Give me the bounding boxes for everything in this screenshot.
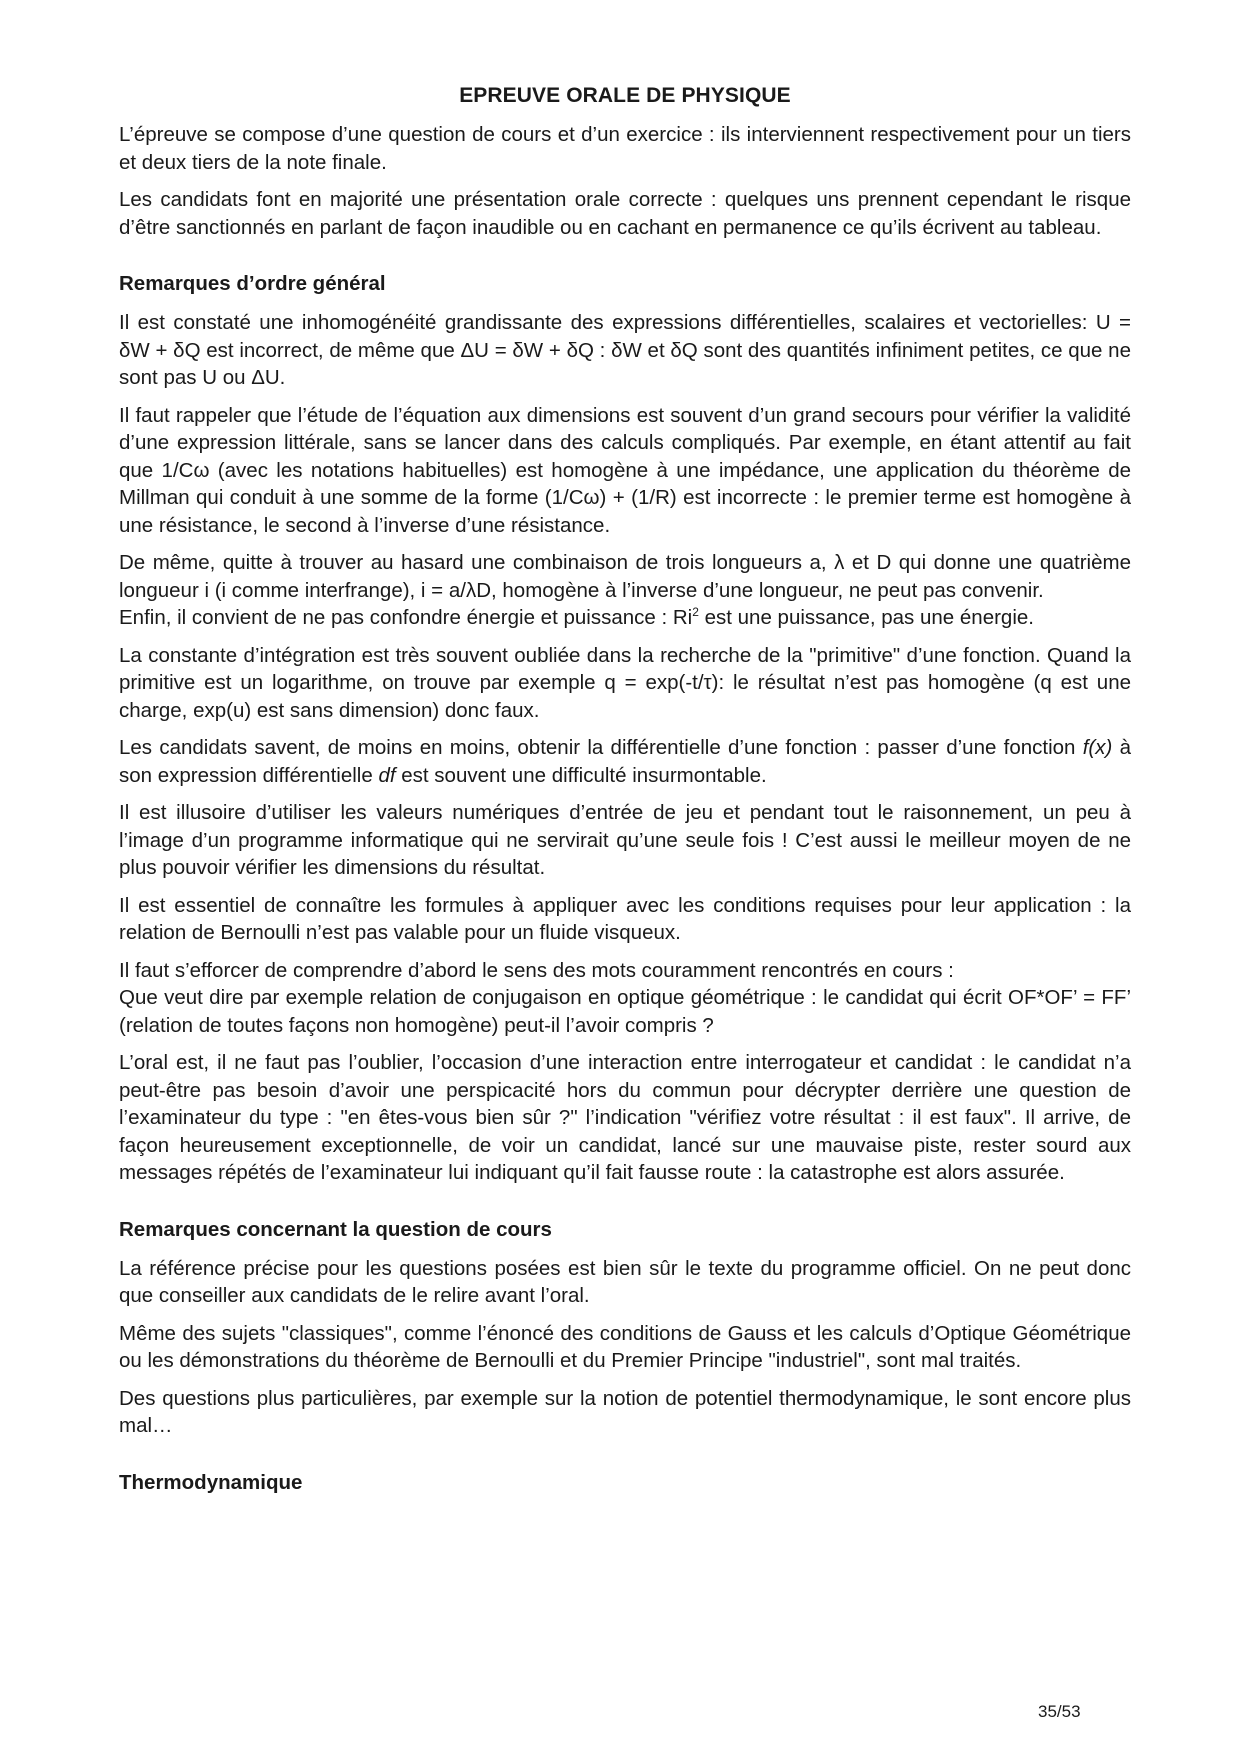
document-page — [119, 84, 1131, 1508]
general-paragraph-2: Il faut rappeler que l’étude de l’équation aux dimensions est souvent d’un grand secours pour vérifier la validité d’une expression littérale, sans se lancer dans des calculs compliqués. Par exemple, en étant attentif au fait que 1/Cω (avec les notations habituelles) est homogène à une impédance, une application du théorème de Millman qui conduit à une somme de la forme (1/Cω) + (1/R) est incorrecte : le premier terme est homogène à une résistance, le second à l’inverse d’une résistance. — [119, 403, 1131, 537]
general-paragraph-8: Il est essentiel de connaître les formules à appliquer avec les conditions requises pour leur application : la relation de Bernoulli n’est pas valable pour un fluide visqueux. — [119, 893, 1131, 944]
page-number: 35/53 — [1038, 1702, 1081, 1721]
document-title: EPREUVE ORALE DE PHYSIQUE — [459, 84, 791, 107]
intro-paragraph-1: L’épreuve se compose d’une question de cours et d’un exercice : ils interviennent respectivement pour un tiers et deux tiers de la note finale. — [119, 123, 1131, 174]
general-paragraph-11: L’oral est, il ne faut pas l’oublier, l’occasion d’une interaction entre interrogateur et candidat : le candidat n’a peut-être pas besoin d’avoir une perspicacité hors du commun pour décrypter derrière une question de l’examinateur du type : "en êtes-vous bien sûr ?" l’indication "vérifiez votre résultat : il est faux". Il arrive, de façon heureusement exceptionnelle, de voir un candidat, lancé sur une mauvaise piste, rester sourd aux messages répétés de l’examinateur lui indiquant qu’il fait fausse route : la catastrophe est alors assurée. — [119, 1051, 1131, 1184]
cours-paragraph-1: La référence précise pour les questions posées est bien sûr le texte du programme officiel. On ne peut donc que conseiller aux candidats de le relire avant l’oral. — [119, 1256, 1131, 1307]
general-paragraph-6 — [119, 734, 1131, 789]
section-heading-cours: Remarques concernant la question de cours — [119, 1217, 552, 1241]
p4-text-b: est une puissance, pas une énergie. — [698, 606, 1034, 629]
p6-text-c: est souvent une difficulté insurmontable. — [395, 763, 767, 787]
general-paragraph-10: Que veut dire par exemple relation de conjugaison en optique géométrique : le candidat qui écrit OF*OF’ = FF’ (relation de toutes façons non homogène) peut-il l’avoir compris ? — [119, 986, 1131, 1037]
p6-df: df — [378, 763, 396, 787]
section-heading-general: Remarques d’ordre général — [119, 272, 386, 295]
p6-text-a: Les candidats savent, de moins en moins, obtenir la différentielle d’une fonction : passer d’une fonction — [119, 736, 1083, 759]
cours-paragraph-3: Des questions plus particulières, par exemple sur la notion de potentiel thermodynamique, le sont encore plus mal… — [119, 1386, 1131, 1437]
general-paragraph-1: Il est constaté une inhomogénéité grandissante des expressions différentielles, scalaires et vectorielles: U = δW + δQ est incorrect, de même que ΔU = δW + δQ : δW et δQ sont des quantités infiniment petites, ce que ne sont pas U ou ΔU. — [119, 311, 1131, 389]
general-paragraph-4 — [119, 604, 1131, 632]
general-paragraph-7: Il est illusoire d’utiliser les valeurs numériques d’entrée de jeu et pendant tout le raisonnement, un peu à l’image d’un programme informatique qui ne servirait qu’une seule fois ! C’est aussi le meilleur moyen de ne plus pouvoir vérifier les dimensions du résultat. — [119, 801, 1131, 879]
p4-text-a: Enfin, il convient de ne pas confondre énergie et puissance : Ri — [119, 606, 693, 629]
general-paragraph-9: Il faut s’efforcer de comprendre d’abord le sens des mots couramment rencontrés en cours : — [119, 958, 954, 982]
p4-superscript: 2 — [692, 605, 699, 620]
p6-fx: f(x) — [1082, 736, 1113, 759]
general-paragraph-5: La constante d’intégration est très souvent oubliée dans la recherche de la "primitive" d’une fonction. Quand la primitive est un logarithme, on trouve par exemple q = exp(-t/τ): le résultat n’est pas homogène (q est une charge, exp(u) est sans dimension) donc faux. — [119, 643, 1131, 722]
cours-paragraph-2: Même des sujets "classiques", comme l’énoncé des conditions de Gauss et les calculs d’Optique Géométrique ou les démonstrations du théorème de Bernoulli et du Premier Principe "industriel", sont mal traités. — [119, 1321, 1131, 1372]
section-heading-thermo: Thermodynamique — [119, 1470, 303, 1494]
intro-paragraph-2: Les candidats font en majorité une présentation orale correcte : quelques uns prennent cependant le risque d’être sanctionnés en parlant de façon inaudible ou en cachant en permanence ce qu’ils écrivent au tableau. — [119, 188, 1131, 239]
general-paragraph-3: De même, quitte à trouver au hasard une combinaison de trois longueurs a, λ et D qui donne une quatrième longueur i (i comme interfrange), i = a/λD, homogène à l’inverse d’une longueur, ne peut pas convenir. — [119, 551, 1131, 602]
p6-text-b: à son expression différentielle — [119, 736, 1131, 787]
